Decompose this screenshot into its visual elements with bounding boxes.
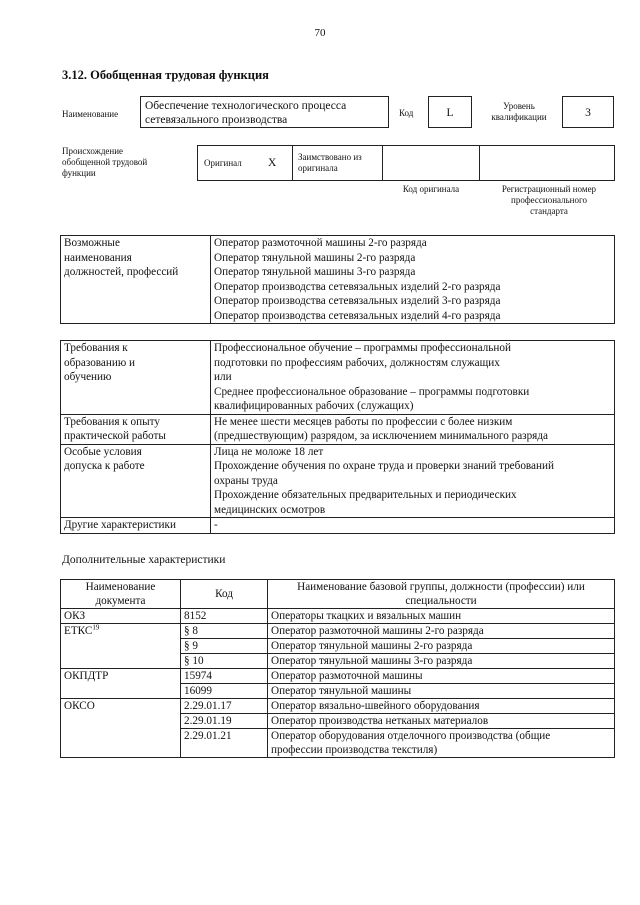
level-value: 3 <box>585 107 591 119</box>
experience-value: Не менее шести месяцев работы по профессии с более низким (предшествующим) разрядом, за исключением минимального разряда <box>211 414 615 444</box>
borrowed-label-2: оригинала <box>298 163 338 173</box>
name-value-line1: Обеспечение технологического процесса <box>145 100 347 112</box>
etks-doc: ЕТКС$^{19}$ <box>61 624 181 669</box>
table-row: 16099 Оператор тянульной машины <box>61 684 615 699</box>
special-conditions-value: Лица не моложе 18 лет Прохождение обучения по охране труда и проверки знаний требований охраны труда Прохождение обязательных предварительных и периодических медицинских осмотров <box>211 444 615 518</box>
table-row <box>61 341 615 415</box>
table-row <box>61 414 615 444</box>
col-name-header: Наименование базовой группы, должности (профессии) или специальности <box>268 580 615 609</box>
footnote-ref: 19 <box>92 623 100 632</box>
experience-label: Требования к опыту практической работы <box>61 414 211 444</box>
col-code-header: Код <box>181 580 268 609</box>
list-item: Оператор производства сетевязальных изделий 2-го разряда <box>214 280 501 293</box>
level-label <box>480 101 558 123</box>
requirements-table <box>60 340 615 534</box>
code-original-caption: Код оригинала <box>402 184 460 194</box>
code-value-box <box>428 96 472 128</box>
table-row: ОКПДТР 15974 Оператор размоточной машины <box>61 669 615 684</box>
table-row: 2.29.01.19 Оператор производства нетканых материалов <box>61 714 615 729</box>
education-value: Профессиональное обучение – программы профессиональной подготовки по профессиям рабочих, должностям служащих или Среднее профессиональное образование – программы подготовки квалифицированных рабочих (служащих) <box>211 341 615 415</box>
name-label: Наименование <box>62 109 119 119</box>
list-item: Оператор тянульной машины 3-го разряда <box>214 266 416 278</box>
table-row <box>61 444 615 518</box>
original-mark: X <box>268 157 277 169</box>
table-row: 2.29.01.21 Оператор оборудования отделочного производства (общие профессии производства текстиля) <box>61 729 615 758</box>
positions-table <box>60 235 615 324</box>
origin-label <box>62 146 147 179</box>
positions-list <box>211 236 615 324</box>
additional-table <box>60 579 615 758</box>
table-row: ЕТКС$^{19}$ § 8 Оператор размоточной машины 2-го разряда <box>61 624 615 639</box>
borrowed-label <box>298 152 362 174</box>
origin-label-3: функции <box>62 168 96 178</box>
table-row: ОКСО 2.29.01.17 Оператор вязально-швейного оборудования <box>61 699 615 714</box>
page-number: 70 <box>314 27 326 39</box>
education-label: Требования к образованию и обучению <box>61 341 211 415</box>
borrowed-label-1: Заимствовано из <box>298 152 362 162</box>
list-item: Оператор размоточной машины 2-го разряда <box>214 237 427 249</box>
table-header <box>61 580 615 609</box>
table-row: § 10 Оператор тянульной машины 3-го разряда <box>61 654 615 669</box>
origin-label-2: обобщенной трудовой <box>62 157 148 167</box>
col-doc-header: Наименование документа <box>61 580 181 609</box>
level-label-1: Уровень <box>503 101 535 111</box>
level-label-2: квалификации <box>491 112 547 122</box>
code-label: Код <box>399 108 414 118</box>
name-value-line2: сетевязального производства <box>145 114 288 126</box>
name-value-box <box>140 96 389 128</box>
list-item: Оператор тянульной машины 2-го разряда <box>214 251 416 264</box>
origin-table <box>197 145 615 181</box>
special-conditions-label: Особые условия допуска к работе <box>61 444 211 518</box>
list-item: Оператор производства сетевязальных изделий 3-го разряда <box>214 295 501 307</box>
original-label: Оригинал <box>204 158 242 168</box>
other-label: Другие характеристики <box>61 518 211 534</box>
table-row <box>61 518 615 534</box>
table-row: ОКЗ 8152 Операторы ткацких и вязальных машин <box>61 609 615 624</box>
level-value-box <box>562 96 614 128</box>
other-value: - <box>211 518 615 534</box>
positions-label: Возможные наименования должностей, профессий <box>61 236 211 324</box>
code-value: L <box>446 107 454 119</box>
additional-title: Дополнительные характеристики <box>62 554 226 566</box>
section-title: 3.12. Обобщенная трудовая функция <box>62 68 269 82</box>
reg-number-caption: Регистрационный номер профессионального стандарта <box>501 184 597 216</box>
origin-label-1: Происхождение <box>62 146 124 156</box>
table-row: § 9 Оператор тянульной машины 2-го разряда <box>61 639 615 654</box>
list-item: Оператор производства сетевязальных изделий 4-го разряда <box>214 309 501 322</box>
